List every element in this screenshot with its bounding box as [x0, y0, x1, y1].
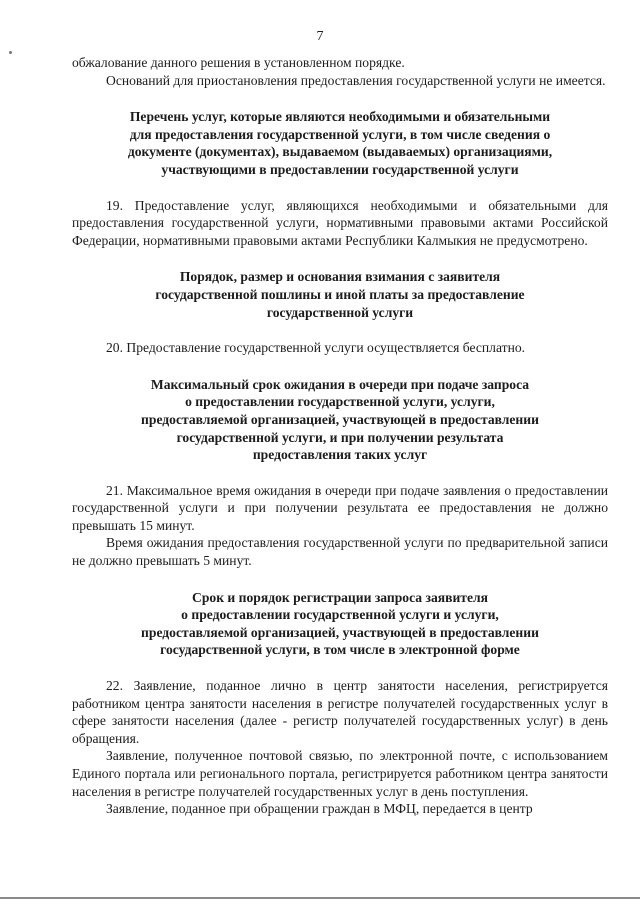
section-heading-waiting-time — [72, 376, 608, 464]
heading-line: о предоставлении государственной услуги и услуги, — [181, 607, 499, 623]
heading-line: Срок и порядок регистрации запроса заявителя — [192, 589, 488, 605]
paragraph-continuation: обжалование данного решения в установленном порядке. — [72, 55, 405, 70]
section-heading-fees — [72, 268, 608, 321]
paragraph-19: 19. Предоставление услуг, являющихся необходимыми и обязательными для предоставления государственной услуги, нормативными правовыми актами Российской Федерации, нормативными правовыми актами Республики Калмыкия не предусмотрено. — [72, 197, 608, 248]
heading-line: о предоставлении государственной услуги, услуги, — [185, 394, 495, 410]
page-number: 7 — [316, 29, 324, 44]
scan-mark — [9, 51, 12, 54]
document-body — [72, 54, 608, 818]
section-heading-required-services — [72, 108, 608, 178]
page-bottom-edge — [0, 897, 640, 899]
paragraph-21: 21. Максимальное время ожидания в очереди при подаче заявления о предоставлении государственной услуги и при получении результата ее предоставления не должно превышать 15 минут. — [72, 482, 608, 533]
heading-line: Порядок, размер и основания взимания с заявителя — [179, 269, 501, 285]
heading-line: предоставляемой организацией, участвующей в предоставлении — [141, 411, 539, 427]
heading-line: государственной услуги, и при получении результата — [176, 429, 504, 445]
section-heading-registration — [72, 589, 608, 659]
paragraph-21-appointment: Время ожидания предоставления государственной услуги по предварительной записи не должно превышать 5 минут. — [72, 535, 608, 569]
paragraph-22-mfc: Заявление, поданное при обращении граждан в МФЦ, передается в центр — [106, 801, 533, 817]
heading-line: документе (документах), выдаваемом (выдаваемых) организациями, — [127, 144, 553, 160]
paragraph-20: 20. Предоставление государственной услуги осуществляется бесплатно. — [106, 340, 526, 356]
heading-line: Перечень услуг, которые являются необходимыми и обязательными — [129, 109, 551, 125]
heading-line: государственной услуги — [266, 304, 414, 320]
paragraph-no-suspension: Оснований для приостановления предоставления государственной услуги не имеется. — [106, 72, 606, 88]
heading-line: государственной пошлины и иной платы за предоставление — [155, 286, 525, 302]
heading-line: предоставления таких услуг — [252, 447, 428, 463]
paragraph-22-mail: Заявление, полученное почтовой связью, по электронной почте, с использованием Единого портала или регионального портала, регистрируется работником центра занятости населения в регистре получателей государственных услуг в день поступления. — [72, 748, 608, 799]
heading-line: для предоставления государственной услуги, в том числе сведения о — [129, 126, 551, 142]
heading-line: Максимальный срок ожидания в очереди при подаче запроса — [150, 376, 530, 392]
heading-line: предоставляемой организацией, участвующей в предоставлении — [141, 624, 539, 640]
heading-line: участвующими в предоставлении государственной услуги — [161, 161, 519, 177]
paragraph-22: 22. Заявление, поданное лично в центр занятости населения, регистрируется работником центра занятости населения в регистре получателей государственных услуг в сфере занятости населения (далее - регистр получателей государственных услуг) в день обращения. — [72, 678, 608, 746]
heading-line: государственной услуги, в том числе в электронной форме — [160, 642, 520, 658]
